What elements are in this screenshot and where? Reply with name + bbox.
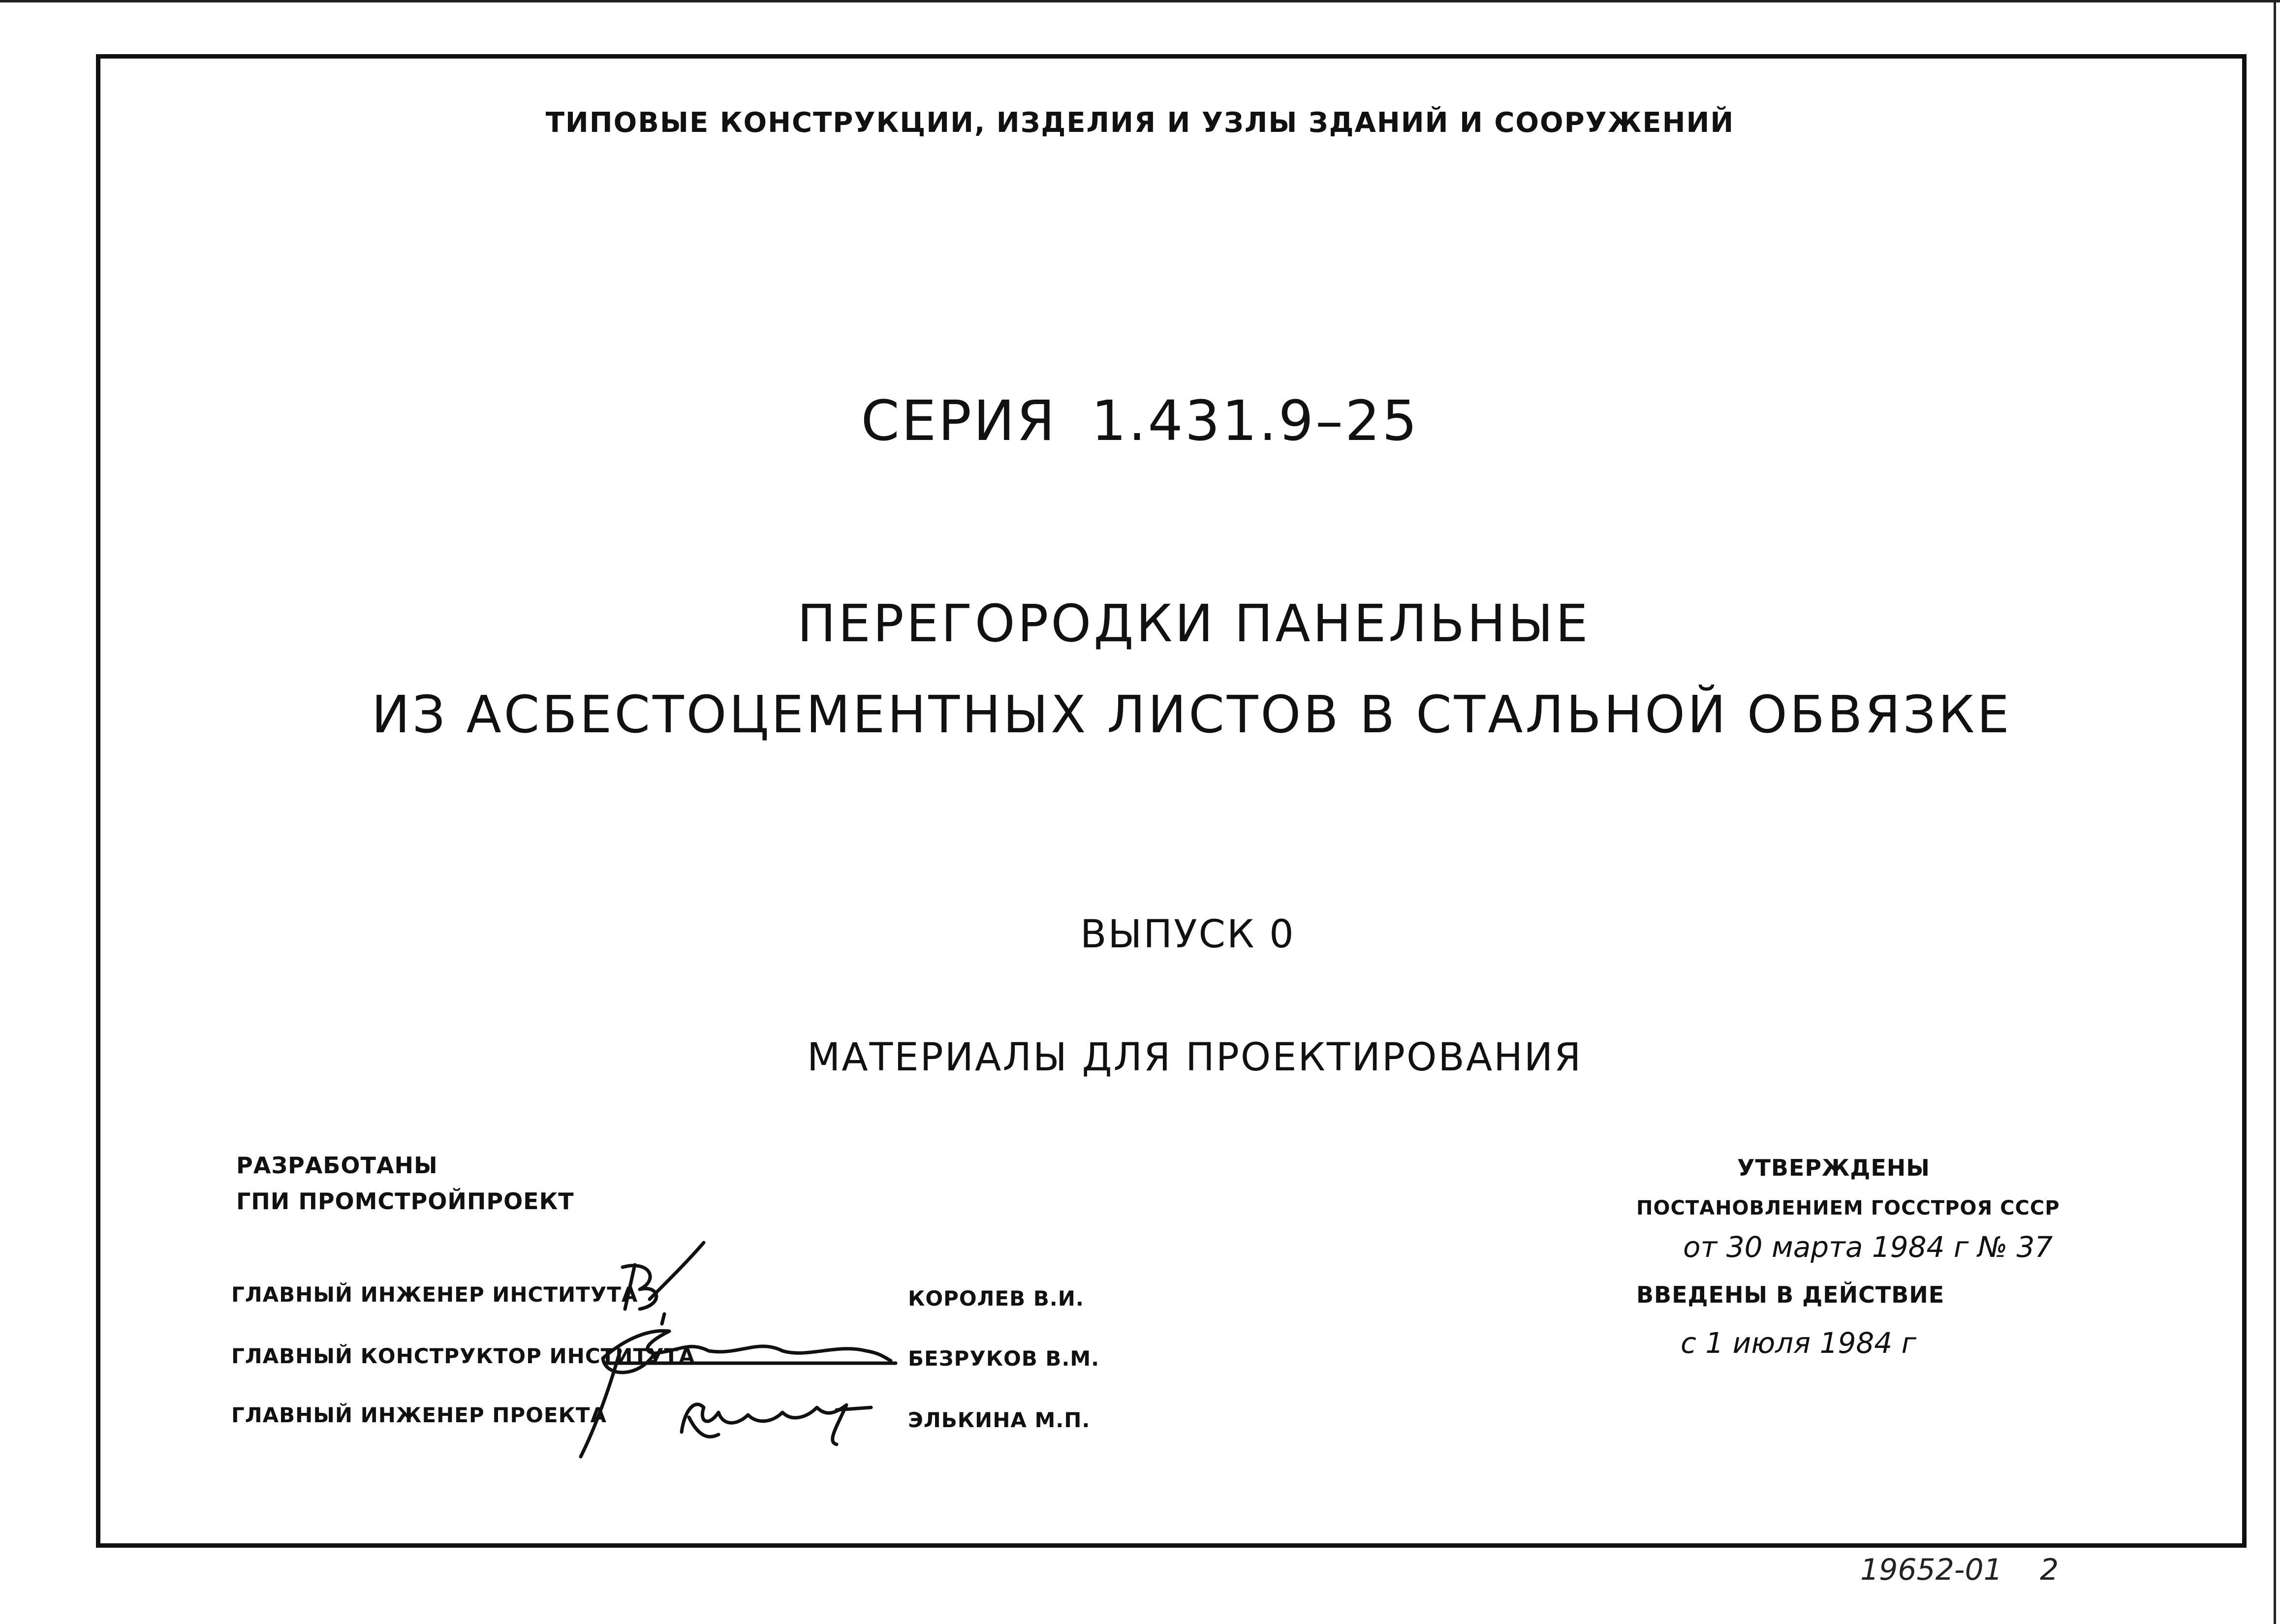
signatory-name-2: БЕЗРУКОВ В.М.: [908, 1346, 1100, 1371]
signatory-name-1: КОРОЛЕВ В.И.: [908, 1286, 1084, 1311]
signatory-role-1: ГЛАВНЫЙ ИНЖЕНЕР ИНСТИТУТА: [231, 1282, 638, 1307]
series-number: 1.431.9–25: [1091, 389, 1419, 453]
effective-date: с 1 июля 1984 г: [1681, 1326, 1917, 1360]
developer-organization: ГПИ ПРОМСТРОЙПРОЕКТ: [236, 1188, 574, 1215]
collection-title: ТИПОВЫЕ КОНСТРУКЦИИ, ИЗДЕЛИЯ И УЗЛЫ ЗДАНИЙ И СООРУЖЕНИЙ: [545, 107, 1735, 139]
document-number: 19652-01 2: [1860, 1553, 2059, 1587]
developed-label: РАЗРАБОТАНЫ: [236, 1152, 438, 1179]
effective-label: ВВЕДЕНЫ В ДЕЙСТВИЕ: [1636, 1281, 1945, 1308]
signatory-name-3: ЭЛЬКИНА М.П.: [908, 1408, 1091, 1432]
signatory-role-2: ГЛАВНЫЙ КОНСТРУКТОР ИНСТИТУТА: [231, 1344, 695, 1368]
signature-elkina: [682, 1405, 871, 1444]
signatory-role-3: ГЛАВНЫЙ ИНЖЕНЕР ПРОЕКТА: [231, 1403, 607, 1427]
materials-label: МАТЕРИАЛЫ ДЛЯ ПРОЕКТИРОВАНИЯ: [807, 1035, 1583, 1080]
issue-label: ВЫПУСК 0: [1080, 912, 1295, 957]
signature-korolev: [623, 1243, 704, 1324]
approved-label: УТВЕРЖДЕНЫ: [1737, 1155, 1930, 1181]
approved-by: ПОСТАНОВЛЕНИЕМ ГОССТРОЯ СССР: [1636, 1197, 2060, 1219]
signature-bezrukov: [581, 1331, 896, 1457]
series-label: СЕРИЯ: [861, 389, 1057, 453]
approval-date: от 30 марта 1984 г № 37: [1683, 1230, 2053, 1264]
title-line-2: ИЗ АСБЕСТОЦЕМЕНТНЫХ ЛИСТОВ В СТАЛЬНОЙ ОБВЯЗКЕ: [372, 685, 2012, 745]
title-line-1: ПЕРЕГОРОДКИ ПАНЕЛЬНЫЕ: [797, 593, 1591, 654]
